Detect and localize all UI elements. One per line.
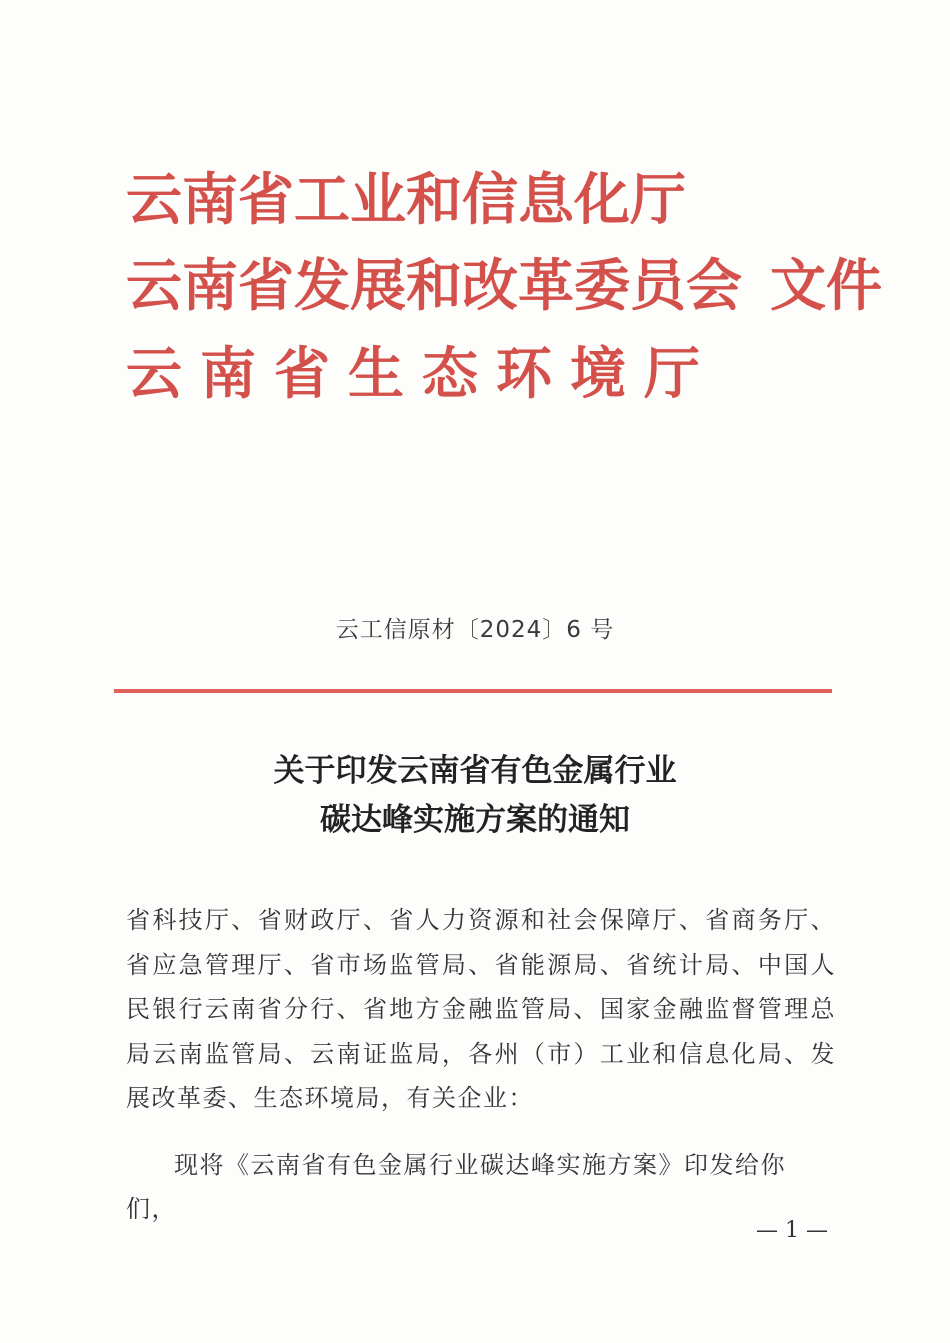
page-number: — 1 —	[756, 1218, 828, 1243]
document-label: 文件	[770, 253, 882, 319]
addressee-paragraph: 省科技厅、省财政厅、省人力资源和社会保障厅、省商务厅、省应急管理厅、省市场监管局、省能源局、省统计局、中国人民银行云南省分行、省地方金融监管局、国家金融监督管理总局云南监管局、云南证监局，各州（市）工业和信息化局、发展改革委、生态环境局，有关企业：	[126, 906, 836, 1112]
issuer-header-line-1: 云南省工业和信息化厅	[126, 167, 686, 233]
issuer-name-2: 云南省发展和改革委员会	[126, 253, 742, 319]
document-title-line-2: 碳达峰实施方案的通知	[320, 802, 630, 838]
issuer-header-line-3: 云南省生态环境厅	[126, 341, 718, 407]
body-paragraph: 现将《云南省有色金属行业碳达峰实施方案》印发给你们，	[126, 1151, 786, 1223]
issuer-header-line-2	[126, 253, 882, 319]
document-number: 云工信原材〔2024〕6 号	[335, 617, 615, 643]
red-divider	[114, 689, 832, 693]
document-title-line-1: 关于印发云南省有色金属行业	[273, 753, 677, 789]
